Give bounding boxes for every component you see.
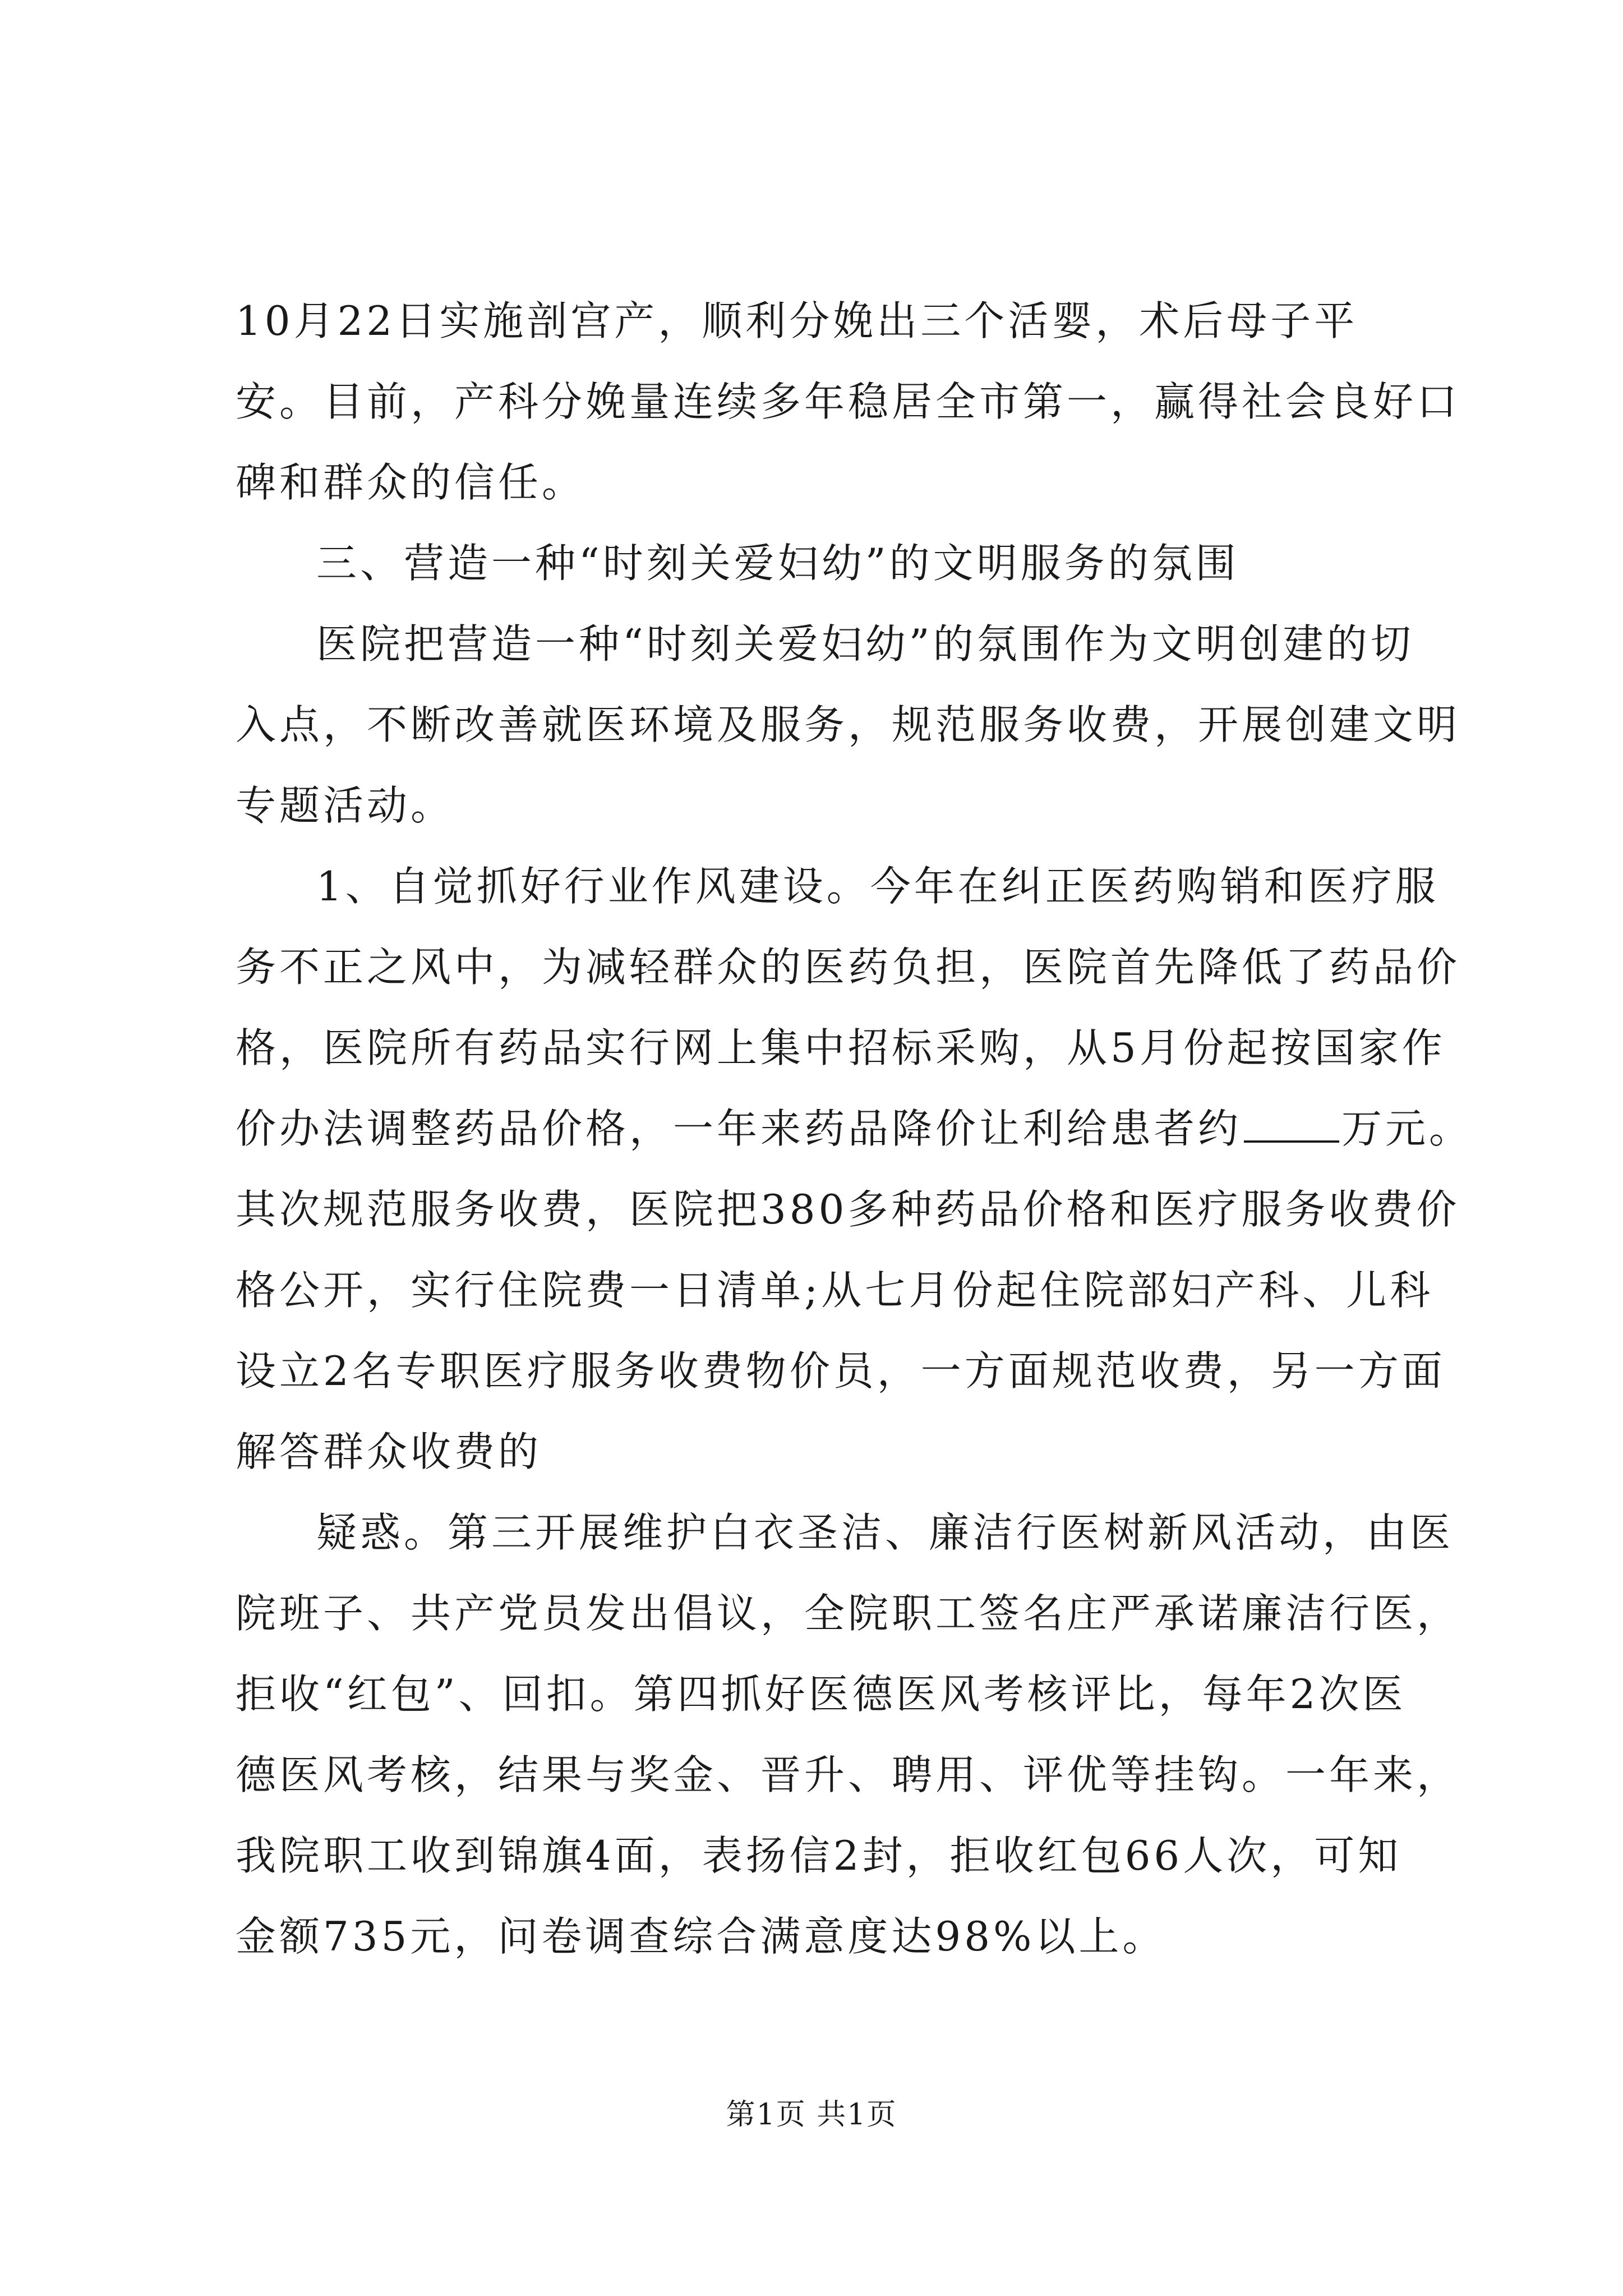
text-line: 专题活动。: [236, 782, 455, 829]
text-line: 我院职工收到锦旗4面，表扬信2封，拒收红包66人次，可知: [236, 1832, 1402, 1879]
text-line: 10月22日实施剖宫产，顺利分娩出三个活婴，术后母子平: [236, 297, 1358, 344]
document-body: [236, 280, 1473, 1977]
text-segment: 万元。: [1341, 1105, 1473, 1152]
text-line: 碑和群众的信任。: [236, 459, 586, 506]
text-line: 格，医院所有药品实行网上集中招标采购，从5月份起按国家作: [236, 1024, 1446, 1071]
text-line: 解答群众收费的: [236, 1428, 542, 1475]
text-line: 疑惑。第三开展维护白衣圣洁、廉洁行医树新风活动，由医: [316, 1509, 1454, 1556]
text-line: 入点，不断改善就医环境及服务，规范服务收费，开展创建文明: [236, 701, 1461, 748]
fill-in-blank: [1244, 1100, 1339, 1143]
text-line: 格公开，实行住院费一日清单;从七月份起住院部妇产科、儿科: [236, 1267, 1434, 1314]
section-heading: 三、营造一种“时刻关爱妇幼”的文明服务的氛围: [316, 540, 1239, 587]
text-segment: 价办法调整药品价格，一年来药品降价让利给患者约: [236, 1105, 1242, 1152]
text-line: 其次规范服务收费，医院把380多种药品价格和医疗服务收费价: [236, 1186, 1460, 1233]
page-number-footer: 第1页 共1页: [726, 2098, 897, 2132]
text-line: 金额735元，问卷调查综合满意度达98%以上。: [236, 1913, 1166, 1960]
text-line: 医院把营造一种“时刻关爱妇幼”的氛围作为文明创建的切: [316, 620, 1414, 668]
text-line: 院班子、共产党员发出倡议，全院职工签名庄严承诺廉洁行医，: [236, 1590, 1461, 1637]
text-line: 安。目前，产科分娩量连续多年稳居全市第一，赢得社会良好口: [236, 378, 1461, 425]
text-line-with-blank: [236, 1088, 1473, 1169]
text-line: 设立2名专职医疗服务收费物价员，一方面规范收费，另一方面: [236, 1347, 1446, 1395]
text-line: 德医风考核，结果与奖金、晋升、聘用、评优等挂钩。一年来，: [236, 1751, 1461, 1798]
text-line: 务不正之风中，为减轻群众的医药负担，医院首先降低了药品价: [236, 944, 1461, 991]
text-line: 1、自觉抓好行业作风建设。今年在纠正医药购销和医疗服: [316, 863, 1439, 910]
text-line: 拒收“红包”、回扣。第四抓好医德医风考核评比，每年2次医: [236, 1671, 1407, 1718]
